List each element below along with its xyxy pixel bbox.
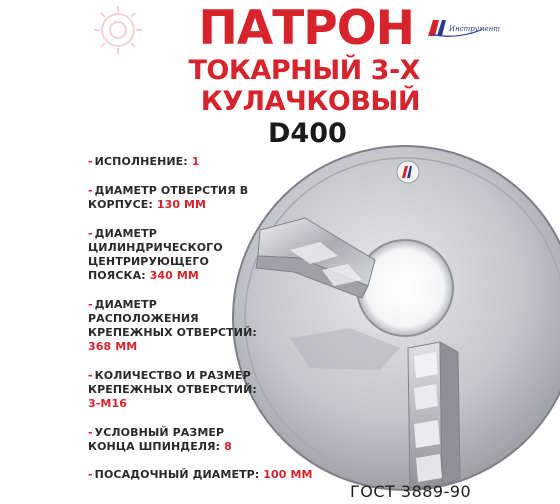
spec-item-centering-belt: - ДИАМЕТР ЦИЛИНДРИЧЕСКОГО ЦЕНТРИРУЮЩЕГО ПОЯСКА: 340 ММ [88, 227, 223, 282]
bullet-dash: - [88, 298, 93, 311]
spec-item-mounting-holes-size: - КОЛИЧЕСТВО И РАЗМЕР КРЕПЕЖНЫХ ОТВЕРСТИЙ: 3-М16 [88, 369, 257, 410]
standard-label: ГОСТ 3889-90 [350, 482, 472, 501]
spec-item-execution: - ИСПОЛНЕНИЕ: 1 [88, 155, 200, 168]
spec-item-mounting-holes-diameter: - ДИАМЕТР РАСПОЛОЖЕНИЯ КРЕПЕЖНЫХ ОТВЕРСТИЙ: 368 ММ [88, 298, 257, 353]
bullet-dash: - [88, 468, 93, 481]
bullet-dash: - [88, 369, 93, 382]
brand-logo [425, 14, 501, 42]
spec-item-spindle-end: - УСЛОВНЫЙ РАЗМЕР КОНЦА ШПИНДЕЛЯ: 8 [88, 426, 232, 453]
title-subline-1: ТОКАРНЫЙ 3-Х [188, 55, 420, 86]
bullet-dash: - [88, 184, 93, 197]
title-subline-2: КУЛАЧКОВЫЙ [200, 86, 420, 117]
lathe-chuck-image [230, 138, 560, 488]
bullet-dash: - [88, 227, 93, 240]
chuck-logo-mark [397, 161, 419, 183]
chuck-jaw-right [408, 342, 460, 488]
bullet-dash: - [88, 426, 93, 439]
model-label: D400 [268, 118, 347, 149]
bullet-dash: - [88, 155, 93, 168]
brand-logo-text: Инструмент [449, 25, 501, 33]
spec-item-seat-diameter: - ПОСАДОЧНЫЙ ДИАМЕТР: 100 ММ [88, 468, 313, 481]
spec-item-bore-diameter: - ДИАМЕТР ОТВЕРСТИЯ В КОРПУСЕ: 130 ММ [88, 184, 249, 211]
gear-icon [86, 2, 150, 58]
page-title: ПАТРОН [198, 1, 414, 56]
